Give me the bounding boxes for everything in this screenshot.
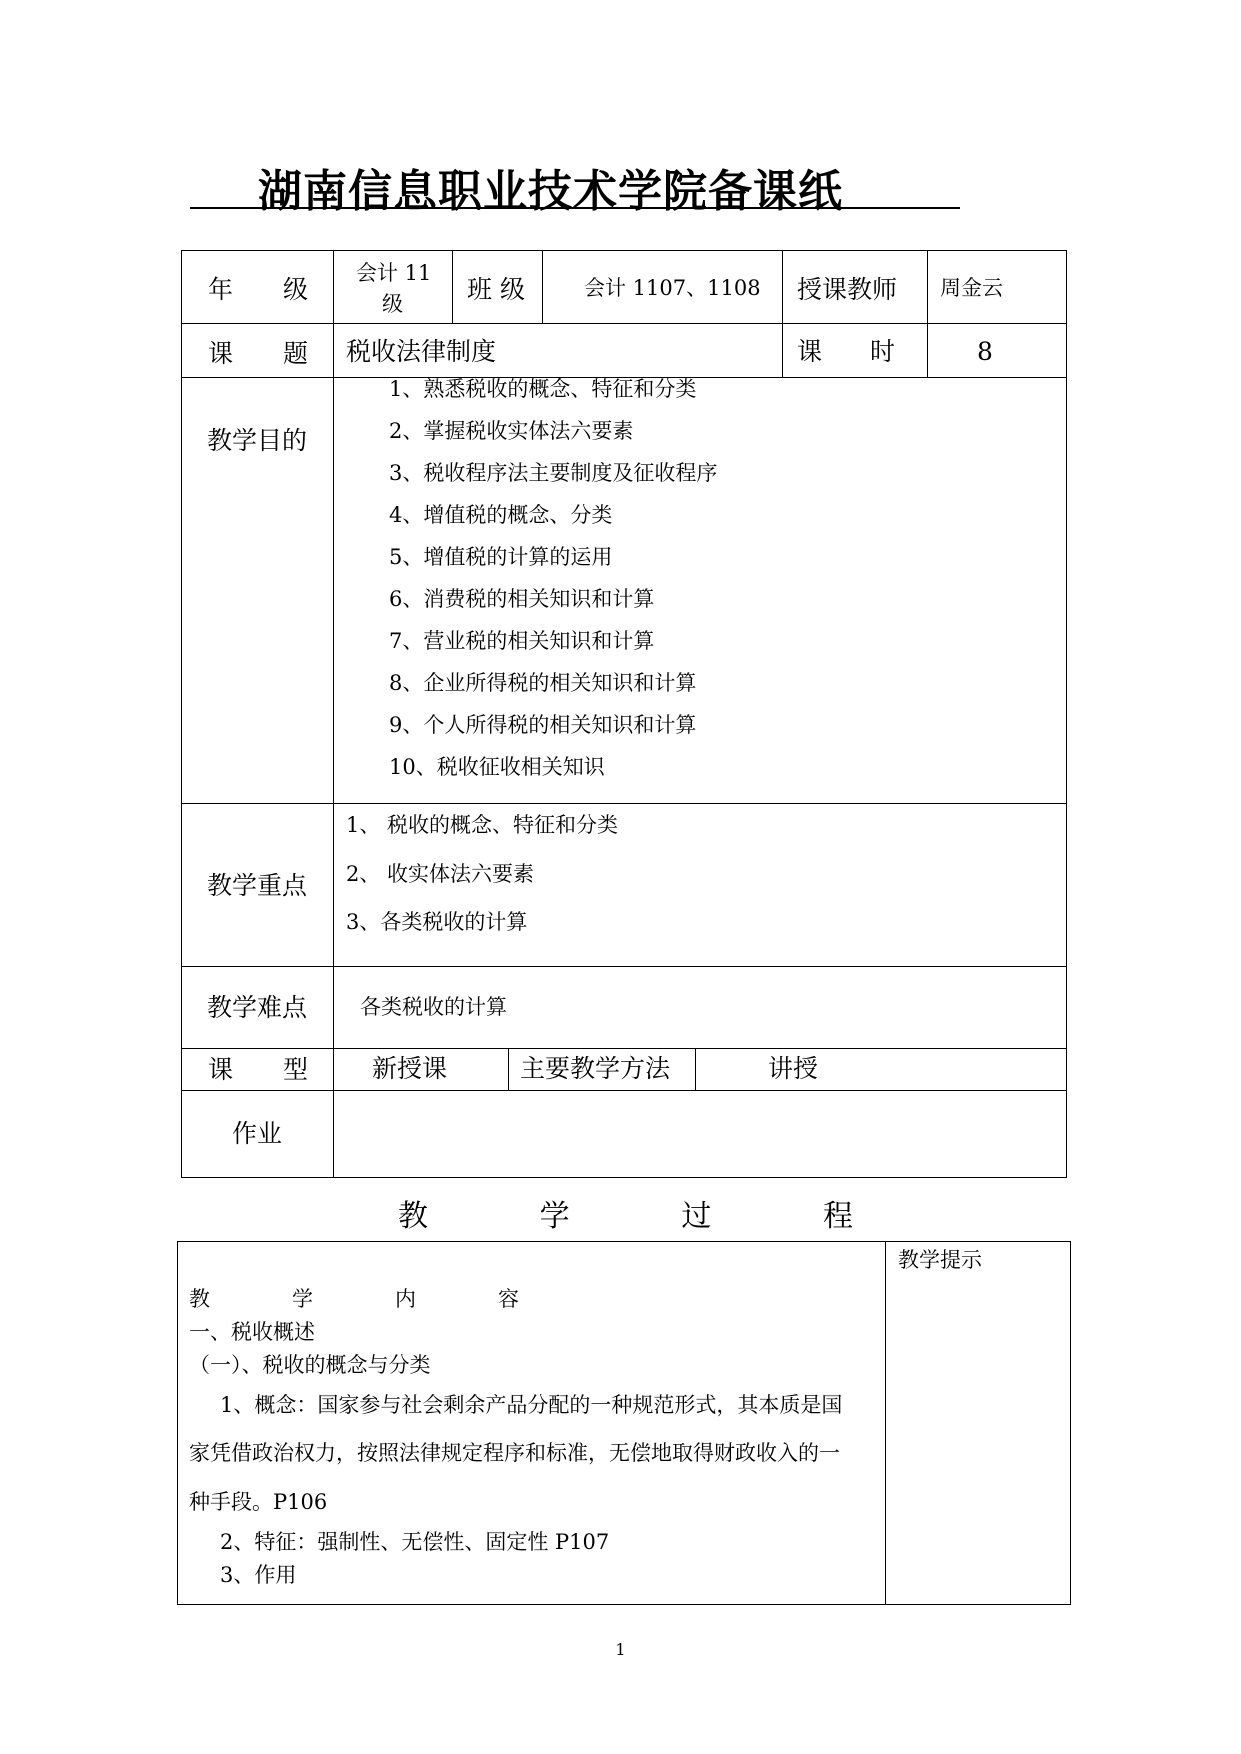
page-number: 1: [615, 1640, 626, 1659]
topic-value: 税收法律制度: [346, 337, 497, 366]
tips-label: 教学提示: [898, 1248, 982, 1272]
grade-label-char: 级: [282, 275, 308, 304]
method-label: 主要教学方法: [520, 1054, 671, 1083]
process-heading-char: 过: [681, 1199, 712, 1234]
row-divider: [181, 323, 1067, 324]
grade-label: [208, 277, 308, 302]
grade-label-char: 年: [208, 275, 234, 304]
column-divider: [885, 1241, 886, 1605]
row-divider: [181, 966, 1067, 967]
difficulty-value: 各类税收的计算: [360, 995, 507, 1019]
grade-value-line1: 会计 11: [356, 261, 432, 285]
hours-value: 8: [977, 337, 993, 366]
column-divider: [333, 250, 334, 1178]
keypoint-item: 3、各类税收的计算: [346, 910, 528, 934]
objective-item: 1、熟悉税收的概念、特征和分类: [389, 377, 697, 401]
keypoint-item: 1、 税收的概念、特征和分类: [346, 813, 619, 837]
keypoint-item: 2、 收实体法六要素: [346, 862, 535, 886]
grade-value-line2: 级: [382, 292, 403, 316]
method-value: 讲授: [768, 1054, 819, 1083]
column-divider: [782, 250, 783, 377]
objective-item: 4、增值税的概念、分类: [389, 503, 613, 527]
content-label-char: 内: [395, 1287, 416, 1311]
process-heading-char: 程: [822, 1199, 853, 1234]
class-value: 会计 1107、1108: [584, 276, 761, 300]
content-label-char: 容: [498, 1287, 519, 1311]
feature-line: 2、特征：强制性、无偿性、固定性 P107: [220, 1530, 610, 1554]
column-divider: [542, 250, 543, 323]
teacher-value: 周金云: [940, 276, 1003, 300]
hours-label: [797, 339, 895, 364]
function-line: 3、作用: [220, 1563, 297, 1587]
row-divider: [181, 1048, 1067, 1049]
document-title-text: 湖南信息职业技术学院备课纸: [258, 166, 843, 217]
objective-item: 8、企业所得税的相关知识和计算: [389, 671, 697, 695]
class-label: 班 级: [467, 275, 525, 304]
objective-item: 10、税收征收相关知识: [389, 755, 605, 779]
objective-item: 6、消费税的相关知识和计算: [389, 587, 655, 611]
topic-label-char: 课: [208, 339, 234, 368]
document-title: [190, 155, 960, 217]
type-label: [208, 1057, 308, 1082]
topic-label-char: 题: [282, 339, 308, 368]
process-heading-char: 教: [398, 1199, 428, 1234]
hours-label-char: 课: [797, 337, 823, 366]
type-label-char: 课: [208, 1055, 234, 1084]
process-heading-char: 学: [539, 1199, 570, 1234]
objective-item: 3、税收程序法主要制度及征收程序: [389, 461, 718, 485]
objectives-label: 教学目的: [207, 426, 308, 455]
teacher-label: 授课教师: [797, 275, 898, 304]
section-heading: 一、税收概述: [189, 1320, 315, 1344]
column-divider: [452, 250, 453, 323]
content-label-char: 教: [189, 1287, 210, 1311]
homework-label: 作业: [232, 1119, 283, 1148]
content-label-char: 学: [292, 1287, 313, 1311]
objective-item: 5、增值税的计算的运用: [389, 545, 613, 569]
row-divider: [181, 1090, 1067, 1091]
type-label-char: 型: [282, 1055, 308, 1084]
column-divider: [695, 1048, 696, 1090]
objective-item: 7、营业税的相关知识和计算: [389, 629, 655, 653]
concept-line: 家凭借政治权力，按照法律规定程序和标准，无偿地取得财政收入的一: [189, 1441, 840, 1465]
concept-line: 种手段。P106: [189, 1490, 328, 1514]
difficulty-label: 教学难点: [207, 993, 308, 1022]
keypoints-label: 教学重点: [207, 871, 308, 900]
objective-item: 9、个人所得税的相关知识和计算: [389, 713, 697, 737]
content-label: [189, 1289, 519, 1310]
hours-label-char: 时: [869, 337, 895, 366]
column-divider: [927, 250, 928, 377]
row-divider: [181, 803, 1067, 804]
subsection-heading: （一）、税收的概念与分类: [189, 1353, 431, 1377]
concept-line: 1、概念：国家参与社会剩余产品分配的一种规范形式，其本质是国: [220, 1393, 843, 1417]
process-heading: [398, 1191, 853, 1235]
objective-item: 2、掌握税收实体法六要素: [389, 419, 634, 443]
type-value: 新授课: [372, 1054, 448, 1083]
topic-label: [208, 341, 308, 366]
column-divider: [508, 1048, 509, 1090]
